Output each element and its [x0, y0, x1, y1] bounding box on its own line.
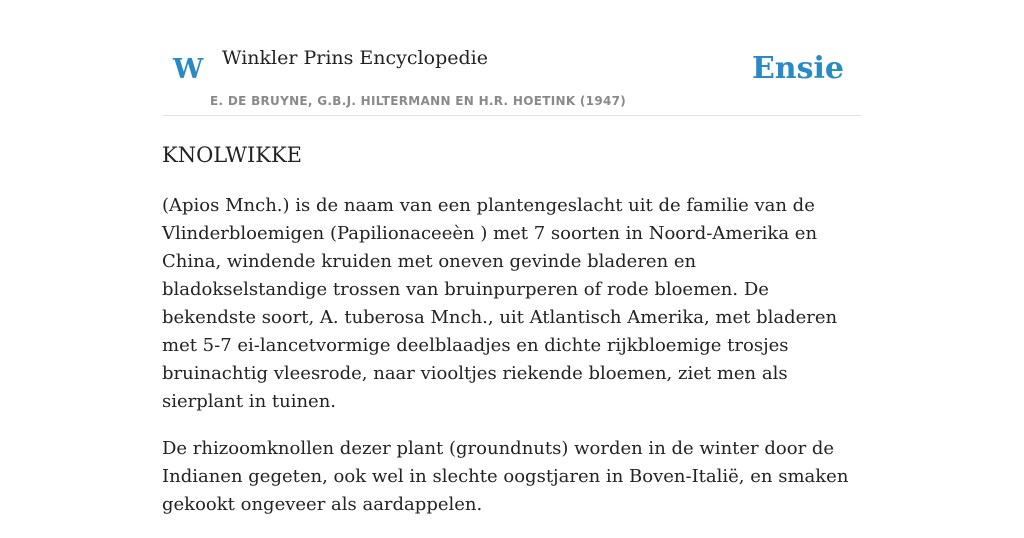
article-title: KNOLWIKKE [162, 143, 302, 167]
article-body [162, 192, 862, 538]
source-title[interactable]: Winkler Prins Encyclopedie [222, 47, 488, 69]
source-logo[interactable]: W [173, 54, 204, 85]
article-paragraph: De rhizoomknollen dezer plant (groundnuts) worden in de winter door de Indianen gegeten, ook wel in slechte oogstjaren in Boven-Italië, en smaken gekookt ongeveer als aardappelen. [162, 438, 849, 515]
ensie-logo-link[interactable]: Ensie [751, 51, 844, 86]
source-authors: E. DE BRUYNE, G.B.J. HILTERMANN EN H.R. HOETINK (1947) [210, 94, 627, 108]
page [162, 0, 862, 515]
source-header [162, 0, 862, 116]
article-paragraph: (Apios Mnch.) is de naam van een plantengeslacht uit de familie van de Vlinderbloemigen (Papilionaceeèn ) met 7 soorten in Noord-Amerika en China, windende kruiden met oneven gevinde bladeren en bladokselstandige trossen van bruinpurperen of rode bloemen. De bekendste soort, A. tuberosa Mnch., uit Atlantisch Amerika, met bladeren met 5-7 ei-lancetvormige deelblaadjes en dichte rijkbloemige trosjes bruinachtig vleesrode, naar viooltjes riekende bloemen, ziet men als sierplant in tuinen. [162, 195, 838, 412]
